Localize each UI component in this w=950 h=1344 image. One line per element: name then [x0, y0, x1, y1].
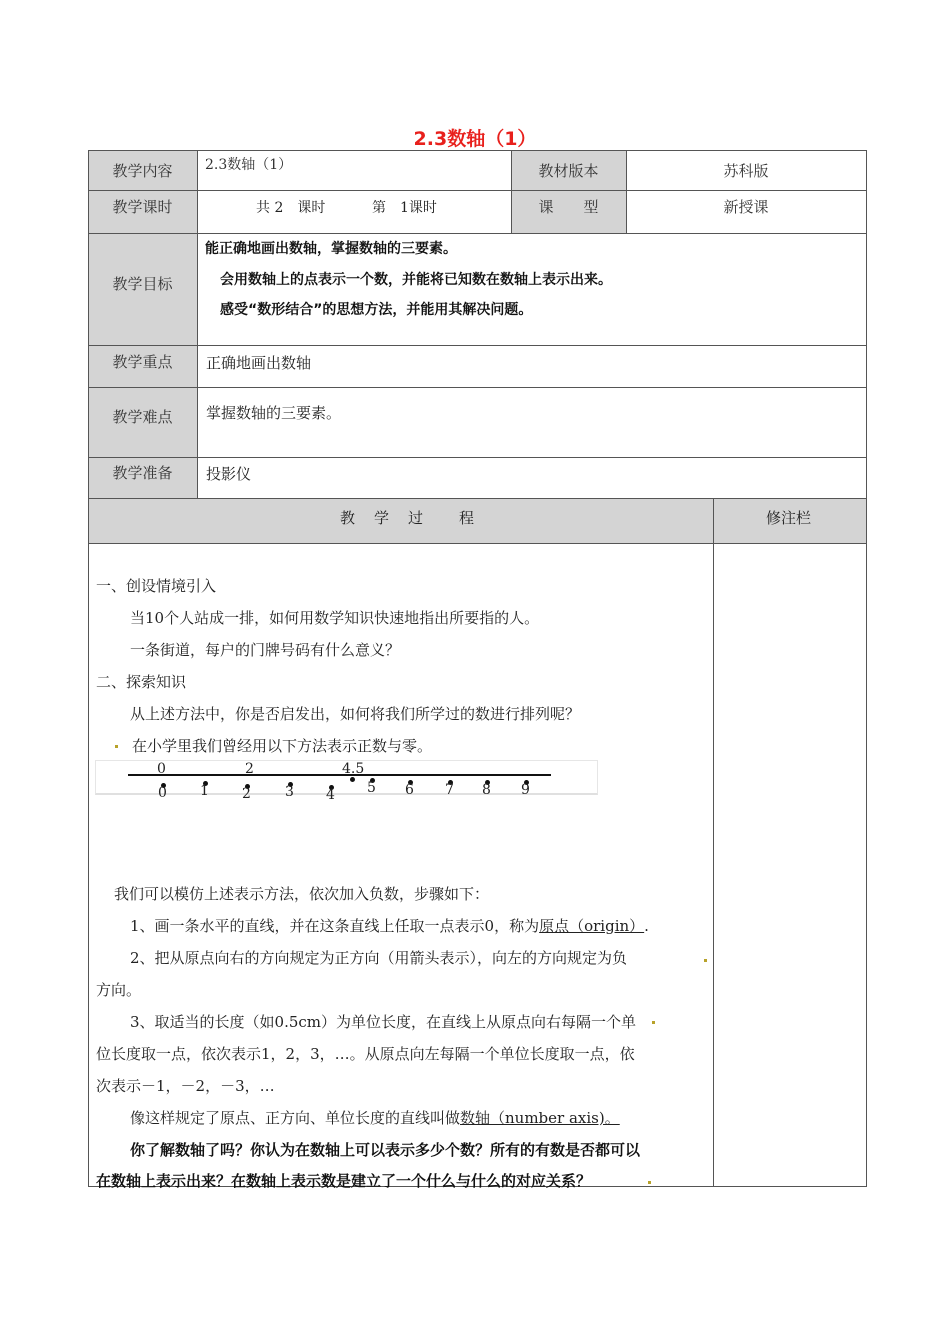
number-axis-term: 数轴（number axis)。 [460, 1109, 620, 1127]
hours-current: 第 1课时 [372, 200, 437, 216]
step-3-line-1: 3、取适当的长度（如0.5cm）为单位长度，在直线上从原点向右每隔一个单 [130, 1013, 637, 1031]
hours-total: 共 2 课时 [256, 200, 326, 216]
key-label: 教学重点 [112, 352, 173, 371]
type-label: 课 型 [538, 198, 599, 216]
number-line-bottom-label: 8 [482, 782, 491, 798]
number-line-bottom-label: 7 [445, 782, 454, 798]
yellow-mark [704, 959, 707, 962]
paragraph-4: 在小学里我们曾经用以下方法表示正数与零。 [132, 737, 433, 755]
number-line-top-label: 2 [245, 761, 254, 777]
number-line-bottom-label: 5 [367, 780, 376, 796]
paragraph-3: 从上述方法中，你是否启发出，如何将我们所学过的数进行排列呢？ [130, 705, 581, 723]
yellow-mark [648, 1181, 651, 1184]
edition-label: 教材版本 [538, 161, 599, 180]
content-value: 2.3数轴（1） [205, 157, 293, 173]
paragraph-6-text: 像这样规定了原点、正方向、单位长度的直线叫做 [130, 1109, 461, 1127]
prep-value: 投影仪 [206, 465, 252, 483]
number-line-bottom-label: 9 [521, 782, 530, 798]
number-line-top-label: 0 [157, 761, 166, 777]
content-label: 教学内容 [112, 161, 173, 180]
number-line-bottom-label: 2 [242, 786, 251, 802]
yellow-mark [115, 745, 118, 748]
number-line-bottom-label: 4 [326, 787, 335, 803]
goal-3: 感受“数形结合”的思想方法，并能用其解决问题。 [220, 302, 533, 318]
step-1-text: 1、画一条水平的直线，并在这条直线上任取一点表示0，称为 [130, 917, 540, 935]
difficulty-value: 掌握数轴的三要素。 [206, 404, 342, 422]
goal-2: 会用数轴上的点表示一个数，并能将已知数在数轴上表示出来。 [220, 272, 612, 288]
yellow-mark [652, 1021, 655, 1024]
origin-term: 原点（origin） [539, 917, 645, 935]
goal-label: 教学目标 [112, 274, 173, 293]
paragraph-6 [130, 1107, 620, 1128]
notes-header: 修注栏 [766, 509, 812, 527]
number-line-bottom-label: 6 [405, 782, 414, 798]
number-line-top-label: 4.5 [342, 761, 365, 777]
step-3-line-2: 位长度取一点，依次表示1，2，3，…。从原点向左每隔一个单位长度取一点，依 [96, 1045, 635, 1063]
step-3-line-3: 次表示－1，－2，－3，… [96, 1077, 275, 1095]
goal-1: 能正确地画出数轴，掌握数轴的三要素。 [205, 241, 457, 257]
difficulty-label: 教学难点 [112, 407, 173, 426]
section-2-heading: 二、探索知识 [96, 673, 187, 691]
paragraph-1: 当10个人站成一排，如何用数学知识快速地指出所要指的人。 [130, 609, 540, 627]
question-line-2: 在数轴上表示出来？在数轴上表示数是建立了一个什么与什么的对应关系？ [96, 1172, 592, 1190]
number-line-bottom-label: 0 [158, 785, 167, 801]
number-line-point [350, 777, 355, 782]
hours-label: 教学课时 [112, 198, 173, 216]
number-line-bottom-label: 3 [285, 784, 294, 800]
step-2-line-1: 2、把从原点向右的方向规定为正方向（用箭头表示），向左的方向规定为负 [130, 949, 628, 967]
step-1 [130, 915, 649, 936]
prep-label: 教学准备 [112, 464, 173, 482]
edition-value: 苏科版 [723, 161, 769, 180]
question-line-1: 你了解数轴了吗？你认为在数轴上可以表示多少个数？所有的有数是否都可以 [130, 1141, 641, 1159]
key-value: 正确地画出数轴 [206, 354, 312, 372]
paragraph-2: 一条街道，每户的门牌号码有什么意义？ [130, 641, 401, 659]
step-2-line-2: 方向。 [96, 981, 142, 999]
number-line-bottom-label: 1 [200, 783, 209, 799]
paragraph-5: 我们可以模仿上述表示方法，依次加入负数，步骤如下： [114, 885, 490, 903]
step-1-end: . [644, 917, 649, 935]
number-line [128, 774, 551, 776]
process-header: 教 学 过 程 [340, 509, 477, 527]
page-title: 2.3数轴（1） [413, 128, 537, 150]
section-1-heading: 一、创设情境引入 [96, 577, 217, 595]
type-value: 新授课 [723, 198, 769, 216]
